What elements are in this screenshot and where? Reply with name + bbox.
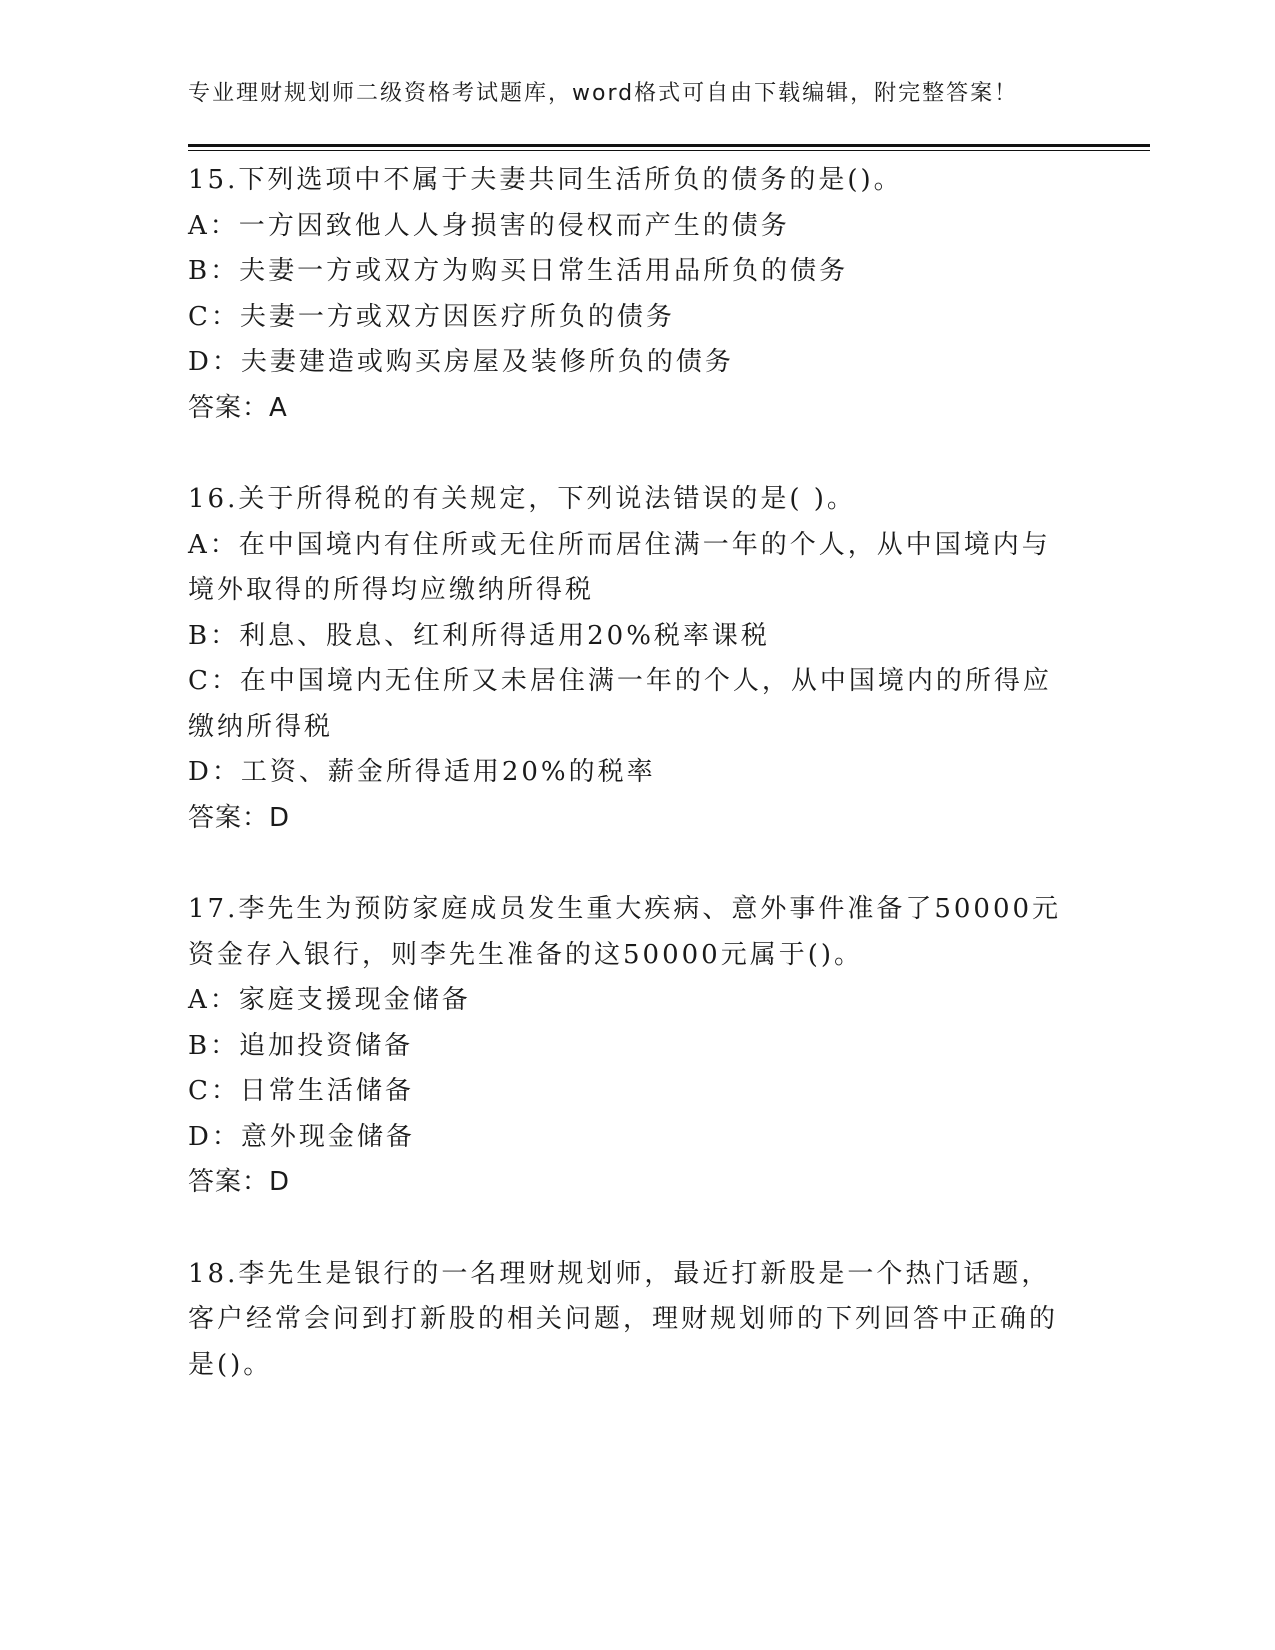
option-c: C：夫妻一方或双方因医疗所负的债务 (188, 301, 675, 332)
answer: 答案：D (188, 1167, 291, 1197)
option-a: A：在中国境内有住所或无住所而居住满一年的个人，从中国境内与境外取得的所得均应缴纳所得税 (188, 529, 1051, 605)
option-b: B：利息、股息、红利所得适用20%税率课税 (188, 620, 770, 651)
question-gap (188, 841, 1078, 887)
question-list (188, 158, 1078, 1388)
answer: 答案：A (188, 392, 288, 423)
header-rule-thick (188, 144, 1150, 147)
option-d: D：工资、薪金所得适用20%的税率 (188, 757, 656, 787)
header-rule-thin (188, 150, 1150, 151)
question-17 (188, 887, 1078, 1206)
question-stem: 17.李先生为预防家庭成员发生重大疾病、意外事件准备了50000元资金存入银行，则李先生准备的这50000元属于()。 (188, 894, 1062, 970)
question-gap (188, 431, 1078, 477)
question-stem: 16.关于所得税的有关规定，下列说法错误的是( )。 (188, 484, 856, 514)
option-a: A：一方因致他人人身损害的侵权而产生的债务 (188, 210, 790, 241)
option-d: D：意外现金储备 (188, 1121, 415, 1152)
option-d: D：夫妻建造或购买房屋及装修所负的债务 (188, 347, 734, 377)
question-16 (188, 477, 1078, 841)
question-18 (188, 1252, 1078, 1389)
page-header: 专业理财规划师二级资格考试题库，word格式可自由下载编辑，附完整答案！ (188, 81, 1019, 106)
option-b: B：追加投资储备 (188, 1030, 414, 1061)
option-c: C：日常生活储备 (188, 1076, 414, 1106)
answer: 答案：D (188, 802, 291, 833)
option-c: C：在中国境内无住所又未居住满一年的个人，从中国境内的所得应缴纳所得税 (188, 666, 1052, 742)
option-b: B：夫妻一方或双方为购买日常生活用品所负的债务 (188, 256, 849, 286)
question-stem: 18.李先生是银行的一名理财规划师，最近打新股是一个热门话题，客户经常会问到打新股的相关问题，理财规划师的下列回答中正确的是()。 (188, 1258, 1059, 1380)
option-a: A：家庭支援现金储备 (188, 985, 471, 1015)
question-stem: 15.下列选项中不属于夫妻共同生活所负的债务的是()。 (188, 165, 903, 195)
question-gap (188, 1206, 1078, 1252)
question-15 (188, 158, 1078, 431)
